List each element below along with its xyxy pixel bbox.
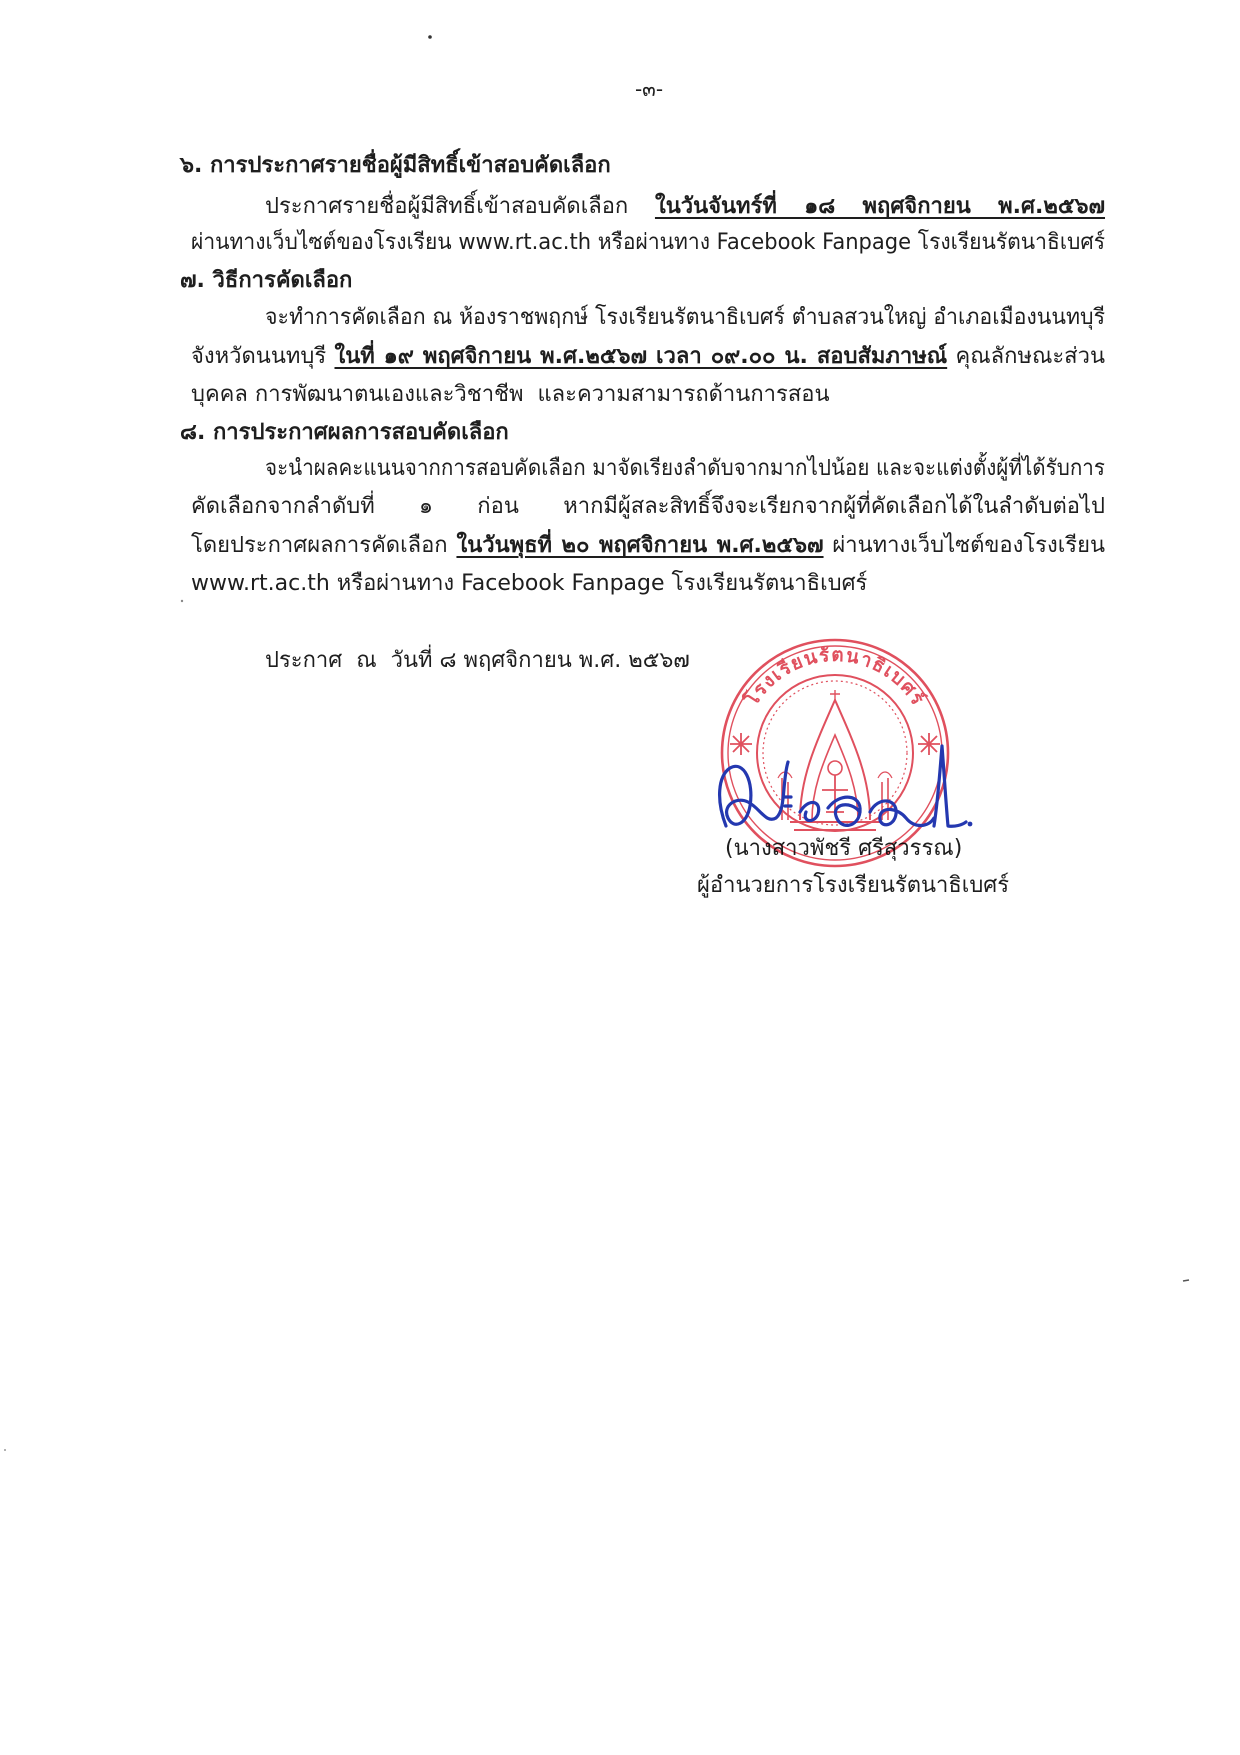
signature-stroke — [870, 801, 934, 826]
section-8-heading: ๘. การประกาศผลการสอบคัดเลือก — [180, 420, 509, 445]
scan-speck — [4, 1449, 6, 1451]
section-6-announcement-date: ในวันจันทร์ที่ ๑๘ พฤศจิกายน พ.ศ.๒๕๖๗ — [654, 194, 1106, 219]
page-number: -๓- — [634, 77, 664, 101]
signature-stroke — [720, 762, 788, 826]
signatory-position: ผู้อำนวยการโรงเรียนรัตนาธิเบศร์ — [697, 873, 1010, 898]
scan-speck — [181, 600, 183, 602]
section-8-line-3 — [191, 527, 1105, 565]
section-6-line-2: ผ่านทางเว็บไซต์ของโรงเรียน www.rt.ac.th หรือผ่านทาง Facebook Fanpage โรงเรียนรัตนาธิเบศร์ — [191, 230, 1106, 255]
signature — [720, 746, 973, 826]
section-8-line-3-tail: ผ่านทางเว็บไซต์ของโรงเรียน — [832, 533, 1105, 558]
section-7-interview-schedule: ในที่ ๑๙ พฤศจิกายน พ.ศ.๒๕๖๗ เวลา ๐๙.๐๐ น. สอบสัมภาษณ์ — [334, 344, 948, 369]
seal-dotted-ring — [763, 681, 907, 825]
signature-dot — [968, 822, 973, 827]
section-7-line-2-lead: จังหวัดนนทบุรี — [191, 344, 327, 369]
signature-stroke — [934, 746, 966, 826]
section-8-line-4: www.rt.ac.th หรือผ่านทาง Facebook Fanpage โรงเรียนรัตนาธิเบศร์ — [191, 571, 868, 596]
signature-stroke — [828, 797, 860, 825]
signature-stroke — [785, 797, 791, 806]
signatory-name: (นางสาวพัชรี ศรีสุวรรณ) — [725, 836, 963, 861]
seal-text: โรงเรียนรัตนาธิเบศร์ — [740, 643, 930, 711]
section-8-line-3-lead: โดยประกาศผลการคัดเลือก — [191, 533, 448, 558]
scan-speck — [1183, 1280, 1189, 1281]
section-7-line-2 — [191, 338, 1105, 376]
section-7-line-1: จะทำการคัดเลือก ณ ห้องราชพฤกษ์ โรงเรียนรัตนาธิเบศร์ ตำบลสวนใหญ่ อำเภอเมืองนนทบุรี — [265, 305, 1106, 330]
section-6-line-1 — [265, 188, 1105, 226]
signature-stroke — [800, 802, 819, 820]
seal-star — [918, 733, 940, 755]
announcement-date: ประกาศ ณ วันที่ ๘ พฤศจิกายน พ.ศ. ๒๕๖๗ — [265, 648, 690, 673]
scan-speck — [428, 35, 432, 39]
section-8-result-date: ในวันพุธที่ ๒๐ พฤศจิกายน พ.ศ.๒๕๖๗ — [456, 533, 824, 558]
seal-star — [730, 733, 752, 755]
section-6-heading: ๖. การประกาศรายชื่อผู้มีสิทธิ์เข้าสอบคัดเลือก — [180, 153, 611, 178]
section-8-line-2: คัดเลือกจากลำดับที่ ๑ ก่อน หากมีผู้สละสิทธิ์จึงจะเรียกจากผู้ที่คัดเลือกได้ในลำดับต่อไป — [191, 494, 1105, 519]
section-6-line-1-text: ประกาศรายชื่อผู้มีสิทธิ์เข้าสอบคัดเลือก — [265, 194, 629, 219]
seal-emblem — [778, 690, 892, 830]
section-7-line-3: บุคคล การพัฒนาตนเองและวิชาชีพ และความสามารถด้านการสอน — [191, 382, 830, 407]
seal-inner-ring — [757, 675, 913, 831]
section-8-line-1: จะนำผลคะแนนจากการสอบคัดเลือก มาจัดเรียงลำดับจากมากไปน้อย และจะแต่งตั้งผู้ที่ได้รับการ — [265, 456, 1105, 481]
section-7-heading: ๗. วิธีการคัดเลือก — [180, 268, 353, 293]
section-7-line-2-tail: คุณลักษณะส่วน — [955, 344, 1105, 369]
